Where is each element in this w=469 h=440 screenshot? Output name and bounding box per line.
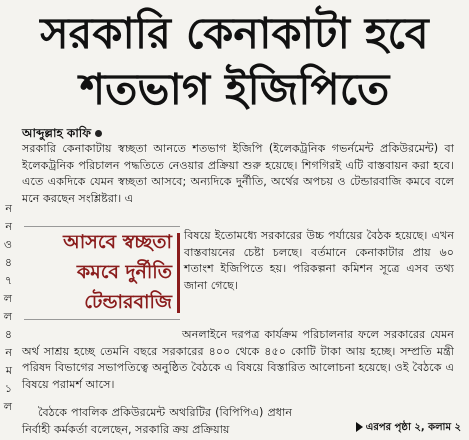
margin-char: ১ xyxy=(4,382,12,395)
margin-char: ৪ xyxy=(4,328,12,341)
bullet-icon xyxy=(95,130,102,137)
margin-char: ল xyxy=(3,292,12,305)
paragraph-3: অনলাইনে দরপত্র কার্যক্রম পরিচালনার ফলে সরকারের যেমন অর্থ সাশ্রয় হচ্ছে তেমনি বছরে সরকারের ৪০০ থেকে ৪৫০ কোটি টাকা আয় হচ্ছে। সম্প্রতি মন্ত্রী পরিষদ বিভাগের সভাপতিত্বে অনুষ্ঠিত বৈঠকে এ বিষয়ে বিস্তারিত আলোচনা হয়েছে। ওই বৈঠকে এ বিষয়ে পরামর্শ আসে। xyxy=(22,328,454,391)
headline-line-1: সরকারি কেনাকাটা হবে xyxy=(40,9,429,59)
margin-char: ৪ xyxy=(4,256,12,269)
adjacent-column-fragment xyxy=(0,200,14,440)
margin-char: ল xyxy=(3,400,12,413)
headline-line-2: শতভাগ ইজিপিতে xyxy=(79,65,390,115)
author-name: আব্দুল্লাহ কাফি xyxy=(22,126,91,140)
continuation-note xyxy=(356,420,461,437)
pull-quote-line-3: টেন্ডারবাজি xyxy=(84,291,172,313)
margin-char: ল xyxy=(3,310,12,323)
pull-quote-line-1: আসবে স্বচ্ছতা xyxy=(63,231,172,253)
arrow-right-icon xyxy=(356,422,363,432)
paragraph-1: সরকারি কেনাকাটায় স্বচ্ছতা আনতে শতভাগ ইজিপি (ইলেকট্রনিক গভর্নমেন্ট প্রকিউরমেন্ট) বা ইলেকট্রনিক পরিচালন পদ্ধতিতে নেওয়ার প্রক্রিয়া শুরু হয়েছে। শিগগিরই এটি বাস্তবায়ন করা হবে। এতে একদিকে যেমন স্বচ্ছতা আসবে; অন্যদিকে দুর্নীতি, অর্থের অপচয় ও টেন্ডারবাজি কমবে বলে মনে করছেন সংশ্লিষ্টরা। এ xyxy=(22,142,454,205)
pull-quote xyxy=(24,226,180,320)
paragraph-4: বৈঠকে পাবলিক প্রকিউরমেন্ট অথরিটির (বিপিপিএ) প্রধান নির্বাহী কর্মকর্তা বলেছেন, সরকারি ক্রয় প্রক্রিয়ায় xyxy=(22,406,292,436)
margin-char: ও xyxy=(3,238,12,251)
pull-quote-accent-bar xyxy=(177,233,180,313)
margin-char: ৭ xyxy=(4,274,12,287)
pull-quote-line-2: কমবে দুর্নীতি xyxy=(76,261,172,283)
continuation-text: এরপর পৃষ্ঠা ২, কলাম ২ xyxy=(365,422,461,433)
paragraph-2: বিষয়ে ইতোমধ্যে সরকারের উচ্চ পর্যায়ের বৈঠক হয়েছে। এখন বাস্তবায়নের চেষ্টা চলছে। বর্তমানে কেনাকাটার প্রায় ৬০ শতাংশ ইজিপিতে হয়। পরিকল্পনা কমিশন সূত্রে এসব তথ্য জানা গেছে। xyxy=(184,229,454,292)
margin-char: ম xyxy=(5,364,12,377)
margin-char: ন xyxy=(5,220,12,233)
margin-char: ন xyxy=(5,346,12,359)
article-headline xyxy=(0,8,469,116)
margin-char: ন xyxy=(5,202,12,215)
